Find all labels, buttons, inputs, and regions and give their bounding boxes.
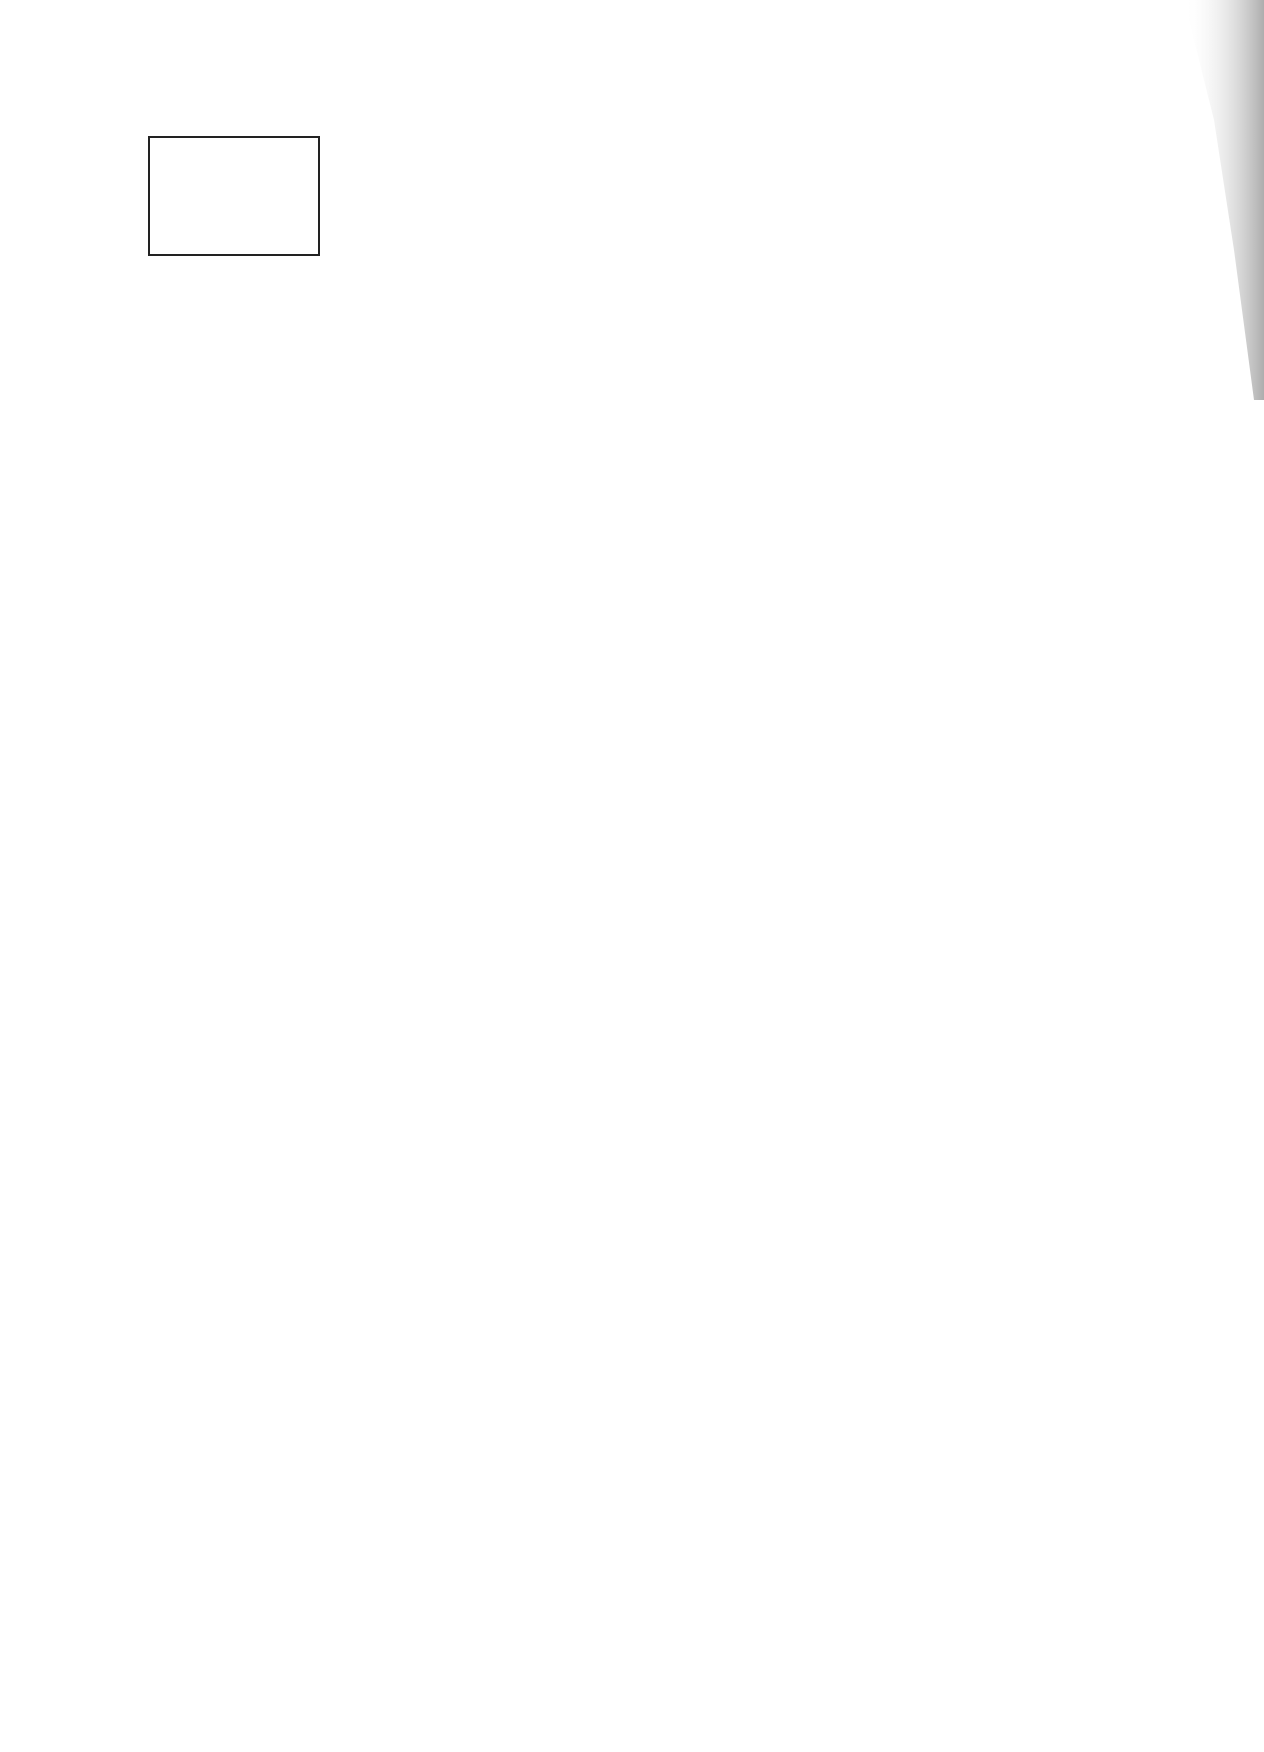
scan-edge-shadow [1124,0,1264,400]
eu-logo [148,136,324,296]
op-vzdelavanie-logo [918,130,1088,305]
eu-flag-icon [148,136,320,256]
article-heading [293,457,1089,485]
op-logo-stars-icon [918,130,1088,305]
